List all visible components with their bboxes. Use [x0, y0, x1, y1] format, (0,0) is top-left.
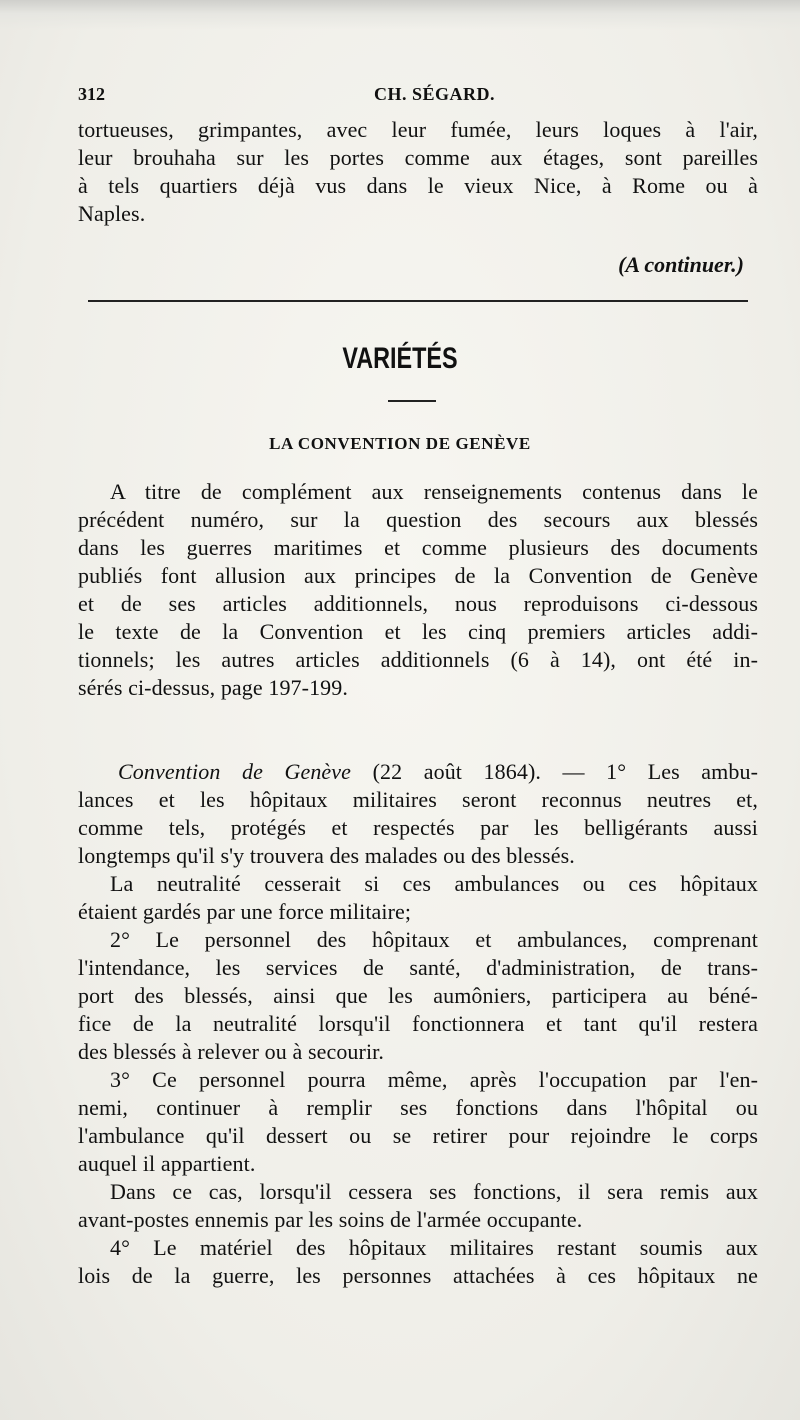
text-line: avant-postes ennemis par les soins de l'armée occupante.: [78, 1207, 583, 1232]
text-line: lois de la guerre, les personnes attachées à ces hôpitaux ne: [78, 1263, 758, 1288]
article-1-start: — 1° Les ambu-: [562, 759, 758, 784]
paragraph-top: [78, 116, 758, 228]
convention-first-line: [78, 758, 758, 786]
text-line: leur brouhaha sur les portes comme aux étages, sont pareilles: [78, 145, 758, 170]
text-line: le texte de la Convention et les cinq premiers articles addi-: [78, 619, 758, 644]
text-line: longtemps qu'il s'y trouvera des malades ou des blessés.: [78, 843, 575, 868]
text-line: étaient gardés par une force militaire;: [78, 899, 412, 924]
scan-shadow-band: [0, 0, 800, 30]
text-line: port des blessés, ainsi que les aumôniers, participera au béné-: [78, 983, 758, 1008]
text-line: précédent numéro, sur la question des secours aux blessés: [78, 507, 758, 532]
page-number: 312: [78, 84, 105, 104]
text-line: nemi, continuer à remplir ses fonctions dans l'hôpital ou: [78, 1095, 758, 1120]
title-underline: [388, 400, 436, 402]
section-divider: [88, 300, 748, 302]
text-line: comme tels, protégés et respectés par les belligérants aussi: [78, 815, 758, 840]
convention-heading: Convention de Genève: [118, 759, 352, 784]
text-line: à tels quartiers déjà vus dans le vieux Nice, à Rome ou à: [78, 173, 758, 198]
text-line: 3° Ce personnel pourra même, après l'occupation par l'en-: [110, 1067, 758, 1092]
text-line: lances et les hôpitaux militaires seront reconnus neutres et,: [78, 787, 758, 812]
text-line: auquel il appartient.: [78, 1151, 256, 1176]
text-line: Naples.: [78, 201, 146, 226]
subsection-title: LA CONVENTION DE GENÈVE: [269, 434, 531, 453]
text-line: et de ses articles additionnels, nous reproduisons ci-dessous: [78, 591, 758, 616]
paragraph-intro: [78, 478, 758, 702]
text-line: publiés font allusion aux principes de la Convention de Genève: [78, 563, 758, 588]
convention-text: [78, 758, 758, 1290]
text-line: A titre de complément aux renseignements contenus dans le: [110, 479, 758, 504]
text-line: des blessés à relever ou à secourir.: [78, 1039, 384, 1064]
text-line: fice de la neutralité lorsqu'il fonctionnera et tant qu'il restera: [78, 1011, 758, 1036]
text-line: l'ambulance qu'il dessert ou se retirer pour rejoindre le corps: [78, 1123, 758, 1148]
text-line: tortueuses, grimpantes, avec leur fumée, leurs loques à l'air,: [78, 117, 758, 142]
text-line: Dans ce cas, lorsqu'il cessera ses fonctions, il sera remis aux: [110, 1179, 758, 1204]
text-line: sérés ci-dessus, page 197-199.: [78, 675, 348, 700]
page-header: [78, 84, 758, 112]
continuation-note: (A continuer.): [618, 252, 744, 277]
text-line: 2° Le personnel des hôpitaux et ambulances, comprenant: [110, 927, 758, 952]
text-line: 4° Le matériel des hôpitaux militaires restant soumis aux: [110, 1235, 758, 1260]
text-line: dans les guerres maritimes et comme plusieurs des documents: [78, 535, 758, 560]
convention-date: (22 août 1864).: [372, 759, 541, 784]
section-title: VARIÉTÉS: [342, 342, 458, 375]
text-line: La neutralité cesserait si ces ambulances ou ces hôpitaux: [110, 871, 758, 896]
text-line: l'intendance, les services de santé, d'administration, de trans-: [78, 955, 758, 980]
text-line: tionnels; les autres articles additionnels (6 à 14), ont été in-: [78, 647, 758, 672]
running-head: CH. SÉGARD.: [374, 84, 496, 104]
